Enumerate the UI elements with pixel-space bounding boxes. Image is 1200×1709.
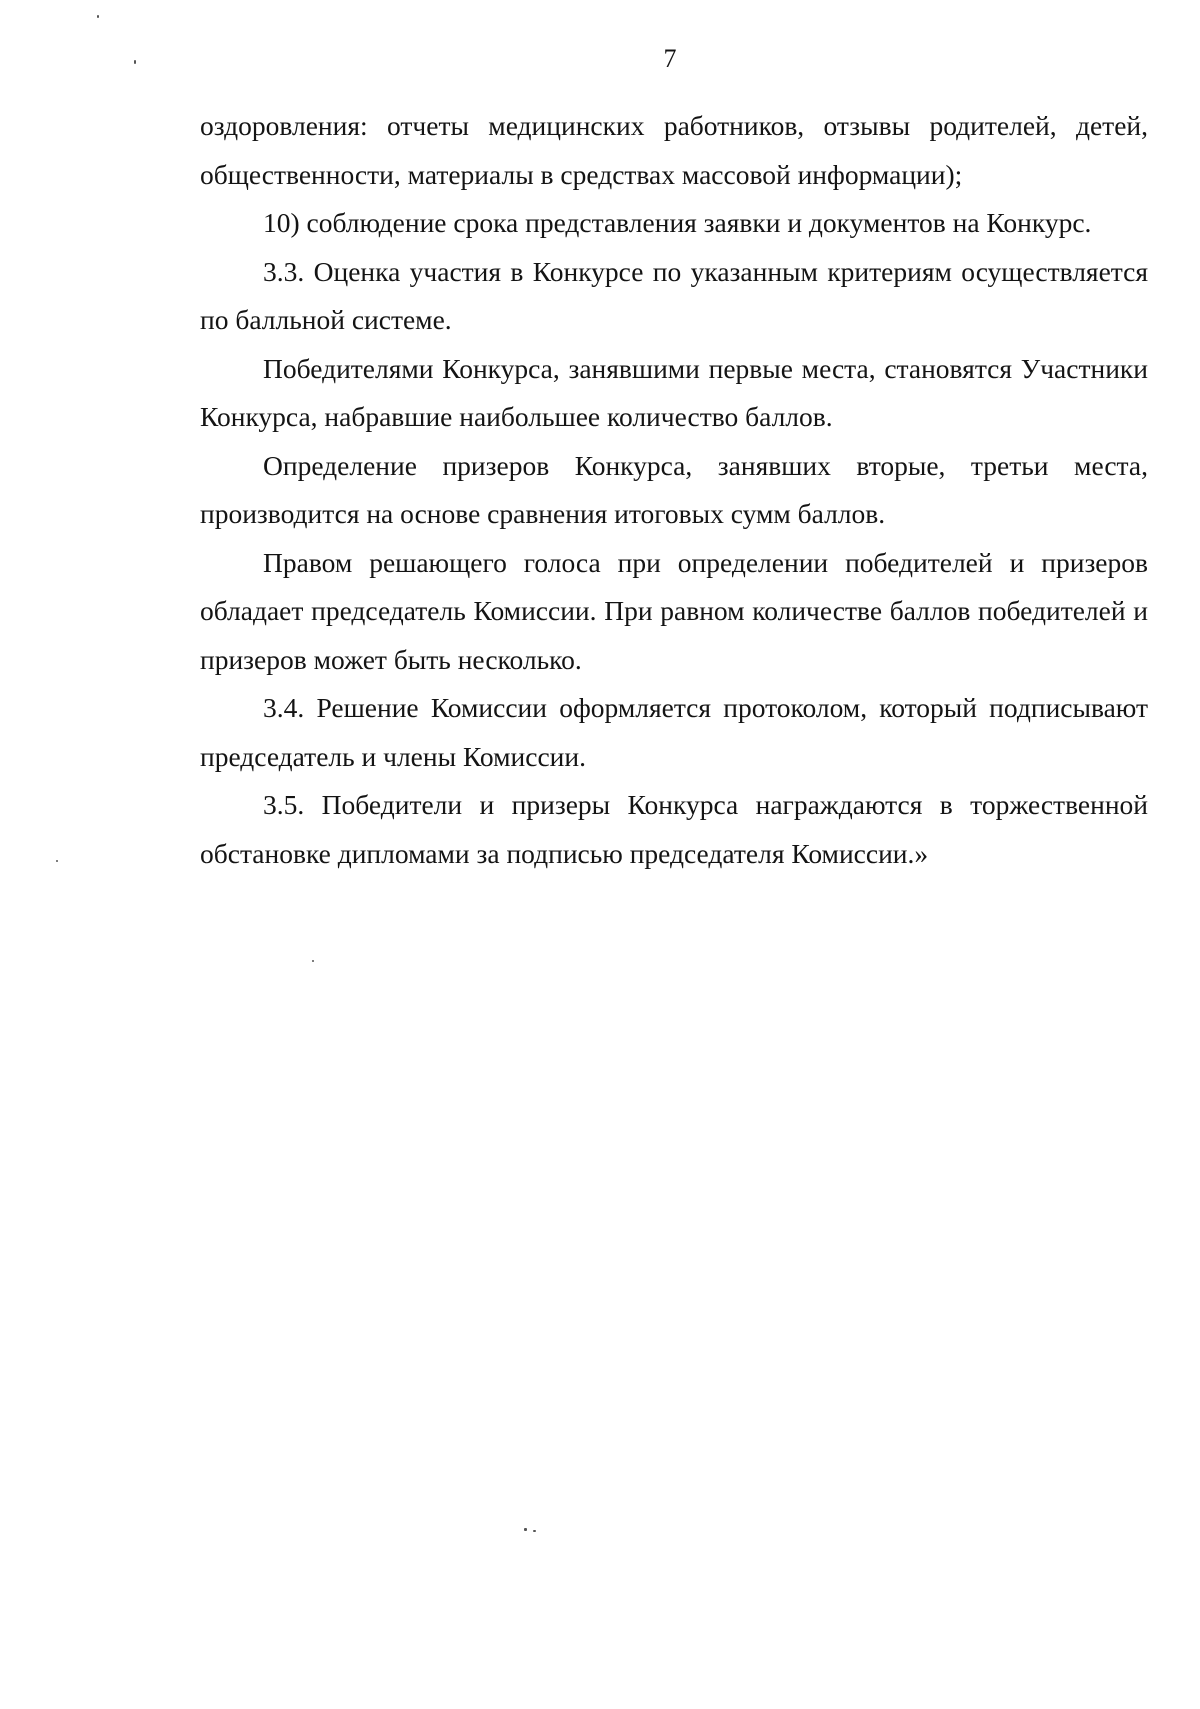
scan-speck xyxy=(56,860,58,862)
paragraph-winners: Победителями Конкурса, занявшими первые места, становятся Участники Конкурса, набравшие наибольшее количество баллов. xyxy=(200,352,1148,432)
scan-speck xyxy=(97,15,99,18)
paragraph-deciding-vote: Правом решающего голоса при определении победителей и призеров обладает председатель Комиссии. При равном количестве баллов победителей и призеров может быть несколько. xyxy=(200,546,1148,675)
paragraph-section-3-3: 3.3. Оценка участия в Конкурсе по указанным критериям осуществляется по балльной системе. xyxy=(200,255,1148,335)
document-body xyxy=(200,102,1148,878)
paragraph-criterion-10: 10) соблюдение срока представления заявки и документов на Конкурс. xyxy=(263,207,1092,238)
page-number: 7 xyxy=(663,44,677,73)
paragraph-prize-winners: Определение призеров Конкурса, занявших вторые, третьи места, производится на основе сравнения итоговых сумм баллов. xyxy=(200,449,1148,529)
scan-speck xyxy=(134,60,136,64)
scan-speck xyxy=(312,960,314,962)
scan-speck xyxy=(533,1530,536,1532)
paragraph-health-criteria: оздоровления: отчеты медицинских работников, отзывы родителей, детей, общественности, материалы в средствах массовой информации); xyxy=(200,110,1148,190)
paragraph-section-3-4: 3.4. Решение Комиссии оформляется протоколом, который подписывают председатель и члены Комиссии. xyxy=(200,692,1148,772)
paragraph-section-3-5: 3.5. Победители и призеры Конкурса награждаются в торжественной обстановке дипломами за подписью председателя Комиссии.» xyxy=(200,789,1148,869)
scan-speck xyxy=(524,1528,527,1531)
